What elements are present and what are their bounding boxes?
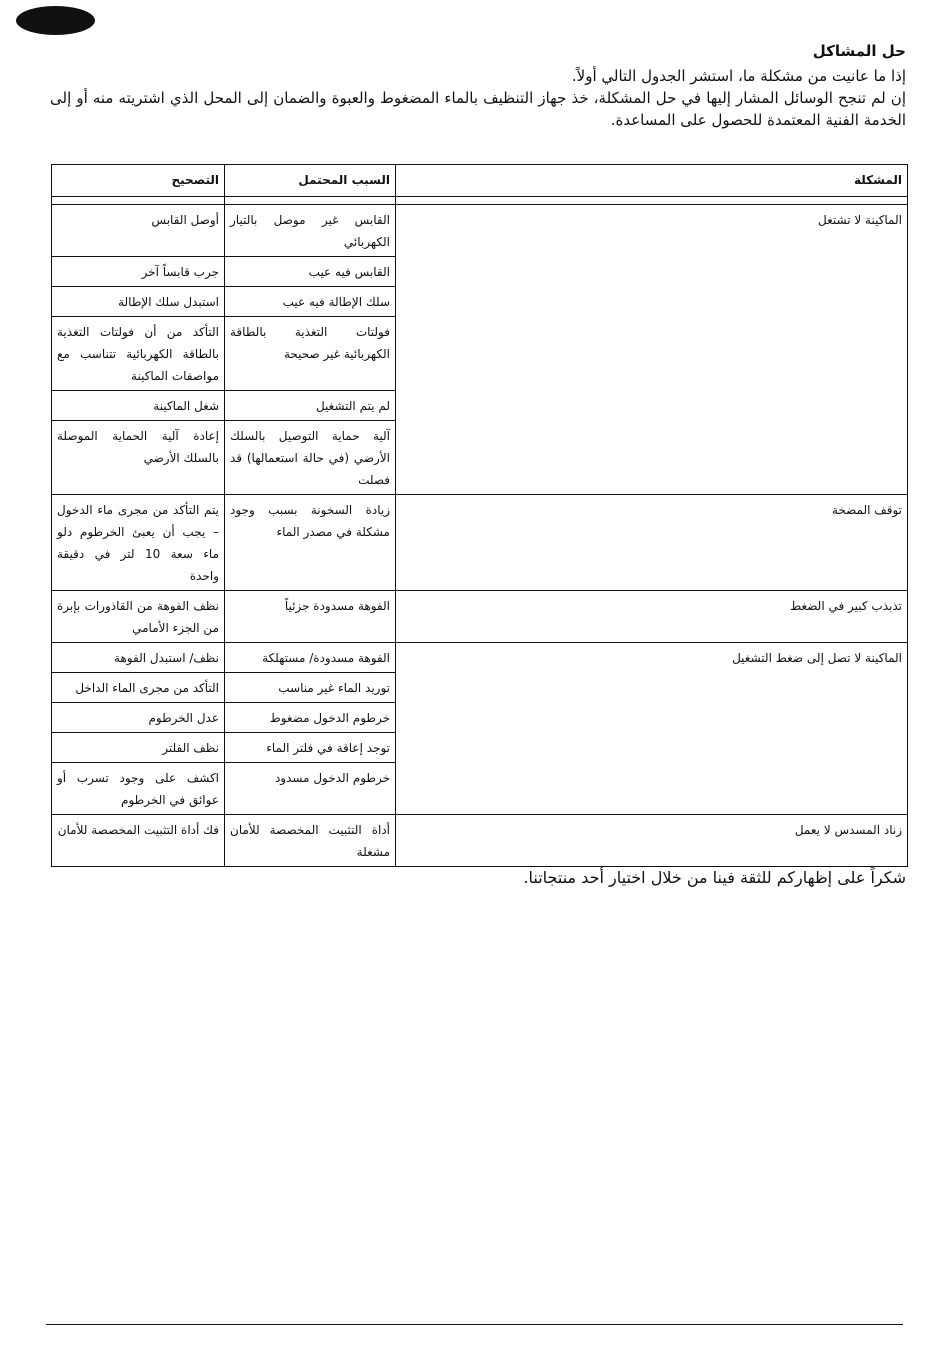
troubleshooting-table <box>51 164 908 867</box>
page-tab-marker <box>16 6 95 35</box>
problem-cell: الماكينة لا تصل إلى ضغط التشغيل <box>396 643 908 815</box>
intro-line-1: إذا ما عانيت من مشكلة ما، استشر الجدول التالي أولاً. <box>571 67 906 85</box>
header-problem: المشكلة <box>396 165 908 197</box>
fix-cell: جرب قابساً آخر <box>52 257 225 287</box>
table-header-row <box>52 165 908 197</box>
cause-cell: زيادة السخونة بسبب وجود مشكلة في مصدر الماء <box>225 495 396 591</box>
cause-cell: توريد الماء غير مناسب <box>225 673 396 703</box>
header-cause: السبب المحتمل <box>225 165 396 197</box>
cause-cell: القابس فيه عيب <box>225 257 396 287</box>
cause-cell: الفوهة مسدودة/ مستهلكة <box>225 643 396 673</box>
cause-cell: خرطوم الدخول مضغوط <box>225 703 396 733</box>
fix-cell: يتم التأكد من مجرى ماء الدخول – يجب أن يعبئ الخرطوم دلو ماء سعة 10 لتر في دقيقة واحدة <box>52 495 225 591</box>
fix-cell: إعادة آلية الحماية الموصلة بالسلك الأرضي <box>52 421 225 495</box>
intro-line-2: إن لم تنجح الوسائل المشار إليها في حل المشكلة، خذ جهاز التنظيف بالماء المضغوط والعبوة والضمان إلى المحل الذي اشتريته منه أو إلى الخدمة الفنية المعتمدة للحصول على المساعدة. <box>50 89 906 129</box>
fix-cell: اكشف على وجود تسرب أو عوائق في الخرطوم <box>52 763 225 815</box>
intro-section <box>50 42 906 131</box>
fix-cell: التأكد من أن فولتات التغذية بالطاقة الكهربائية تتناسب مع مواصفات الماكينة <box>52 317 225 391</box>
cause-cell: آلية حماية التوصيل بالسلك الأرضي (في حالة استعمالها) قد فصلت <box>225 421 396 495</box>
cause-cell: توجد إعاقة في فلتر الماء <box>225 733 396 763</box>
table-row <box>52 643 908 673</box>
problem-cell: زناد المسدس لا يعمل <box>396 815 908 867</box>
thank-you-note: شكراً على إظهاركم للثقة فينا من خلال اختيار أحد منتجاتنا. <box>523 868 906 887</box>
cause-cell: لم يتم التشغيل <box>225 391 396 421</box>
cause-cell: الفوهة مسدودة جزئياً <box>225 591 396 643</box>
fix-cell: أوصل القابس <box>52 205 225 257</box>
table-row <box>52 205 908 257</box>
table-row <box>52 815 908 867</box>
table-row <box>52 591 908 643</box>
cause-cell: القابس غير موصل بالتيار الكهربائي <box>225 205 396 257</box>
fix-cell: عدل الخرطوم <box>52 703 225 733</box>
fix-cell: فك أداة التثبيت المخصصة للأمان <box>52 815 225 867</box>
problem-cell: الماكينة لا تشتغل <box>396 205 908 495</box>
cause-cell: خرطوم الدخول مسدود <box>225 763 396 815</box>
footer-divider <box>46 1324 903 1325</box>
fix-cell: شغل الماكينة <box>52 391 225 421</box>
section-heading: حل المشاكل <box>812 42 906 60</box>
table-spacer <box>52 197 908 205</box>
table-row <box>52 495 908 591</box>
cause-cell: فولتات التغذية بالطاقة الكهربائية غير صحيحة <box>225 317 396 391</box>
fix-cell: استبدل سلك الإطالة <box>52 287 225 317</box>
header-fix: التصحيح <box>52 165 225 197</box>
cause-cell: أداة التثبيت المخصصة للأمان مشغلة <box>225 815 396 867</box>
fix-cell: نظف الفوهة من القاذورات بإبرة من الجزء الأمامي <box>52 591 225 643</box>
fix-cell: نظف الفلتر <box>52 733 225 763</box>
fix-cell: التأكد من مجرى الماء الداخل <box>52 673 225 703</box>
fix-cell: نظف/ استبدل الفوهة <box>52 643 225 673</box>
problem-cell: تذبذب كبير في الضغط <box>396 591 908 643</box>
cause-cell: سلك الإطالة فيه عيب <box>225 287 396 317</box>
problem-cell: توقف المضخة <box>396 495 908 591</box>
